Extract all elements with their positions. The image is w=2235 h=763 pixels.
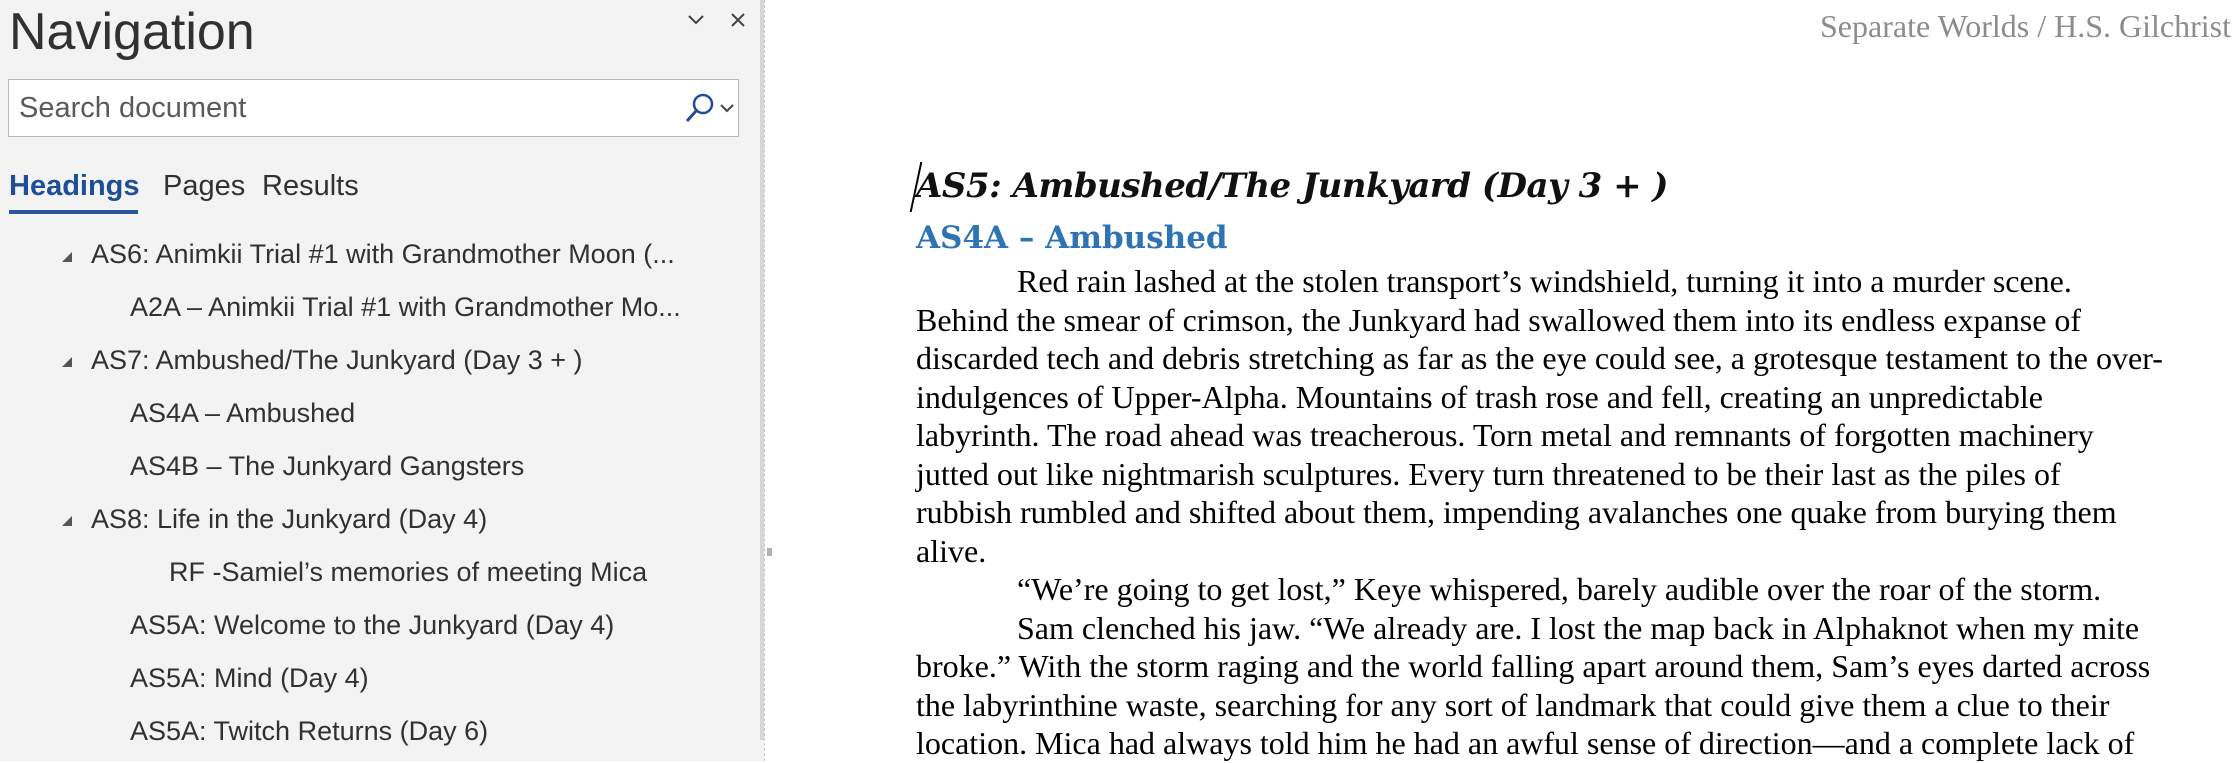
- chevron-down-icon: [719, 102, 735, 114]
- text-line: the labyrinthine waste, searching for any sort of landmark that could give them a clue to their: [916, 686, 2110, 723]
- heading-item-as5a-mind[interactable]: AS5A: Mind (Day 4): [130, 663, 369, 693]
- pane-title: Navigation: [9, 3, 255, 61]
- body-text[interactable]: [916, 262, 2235, 763]
- text-line: “We’re going to get lost,” Keye whispered, barely audible over the roar of the storm.: [1017, 571, 2102, 607]
- collapse-triangle-icon[interactable]: [60, 514, 74, 528]
- section-heading[interactable]: AS4A – Ambushed: [916, 220, 1228, 256]
- search-icon: [685, 92, 715, 124]
- running-header: Separate Worlds / H.S. Gilchrist: [1820, 8, 2231, 44]
- document-page: [772, 0, 2235, 761]
- collapse-triangle-icon[interactable]: [60, 355, 74, 369]
- heading-item-as4a[interactable]: AS4A – Ambushed: [130, 398, 356, 428]
- chapter-heading[interactable]: AS5: Ambushed/The Junkyard (Day 3 + ): [916, 166, 1668, 206]
- search-box: [8, 79, 739, 137]
- text-line: location. Mica had always told him he had an awful sense of direction—and a complete lack of: [916, 725, 2135, 761]
- navigation-pane: [0, 0, 764, 761]
- heading-item-as5a-twitch[interactable]: AS5A: Twitch Returns (Day 6): [130, 716, 489, 746]
- active-tab-indicator: [9, 210, 138, 214]
- text-line: broke.” With the storm raging and the world falling apart around them, Sam’s eyes darted across: [916, 648, 2151, 684]
- heading-item-as4b[interactable]: AS4B – The Junkyard Gangsters: [130, 451, 525, 481]
- text-line: labyrinth. The road ahead was treacherous. Torn metal and remnants of forgotten machinery: [916, 417, 2094, 453]
- search-options-button[interactable]: [685, 88, 737, 128]
- text-line: rubbish rumbled and shifted about them, impending avalanches one quake from burying them: [916, 494, 2117, 530]
- heading-item-as6[interactable]: AS6: Animkii Trial #1 with Grandmother Moon (...: [91, 239, 675, 269]
- heading-item-as7[interactable]: AS7: Ambushed/The Junkyard (Day 3 + ): [91, 345, 583, 375]
- text-line: Sam clenched his jaw. “We already are. I lost the map back in Alphaknot when my mite: [1017, 609, 2140, 646]
- heading-item-rf[interactable]: RF -Samiel’s memories of meeting Mica: [169, 557, 648, 587]
- heading-item-a2a[interactable]: A2A – Animkii Trial #1 with Grandmother Mo...: [130, 292, 681, 322]
- text-line: discarded tech and debris stretching as far as the eye could see, a grotesque testament to the over-: [916, 340, 2163, 376]
- tab-results[interactable]: Results: [262, 170, 359, 202]
- tab-headings[interactable]: Headings: [9, 170, 140, 202]
- heading-item-as5a-welcome[interactable]: AS5A: Welcome to the Junkyard (Day 4): [130, 610, 615, 640]
- text-line: jutted out like nightmarish sculptures. Every turn threatened to be their last as the piles of: [916, 455, 2061, 492]
- pane-options-chevron-icon[interactable]: [682, 6, 710, 34]
- text-line: indulgences of Upper-Alpha. Mountains of trash rose and fell, creating an unpredictable: [916, 378, 2043, 415]
- text-line: Red rain lashed at the stolen transport’s windshield, turning it into a murder scene.: [1017, 263, 2072, 299]
- close-icon[interactable]: [724, 6, 752, 34]
- collapse-triangle-icon[interactable]: [60, 250, 74, 264]
- text-line: alive.: [916, 532, 987, 569]
- tab-pages[interactable]: Pages: [163, 170, 246, 202]
- search-input[interactable]: [13, 82, 685, 134]
- heading-item-as8[interactable]: AS8: Life in the Junkyard (Day 4): [91, 504, 488, 534]
- text-line: Behind the smear of crimson, the Junkyard had swallowed them into its endless expanse of: [916, 301, 2082, 338]
- pane-splitter[interactable]: [764, 0, 772, 761]
